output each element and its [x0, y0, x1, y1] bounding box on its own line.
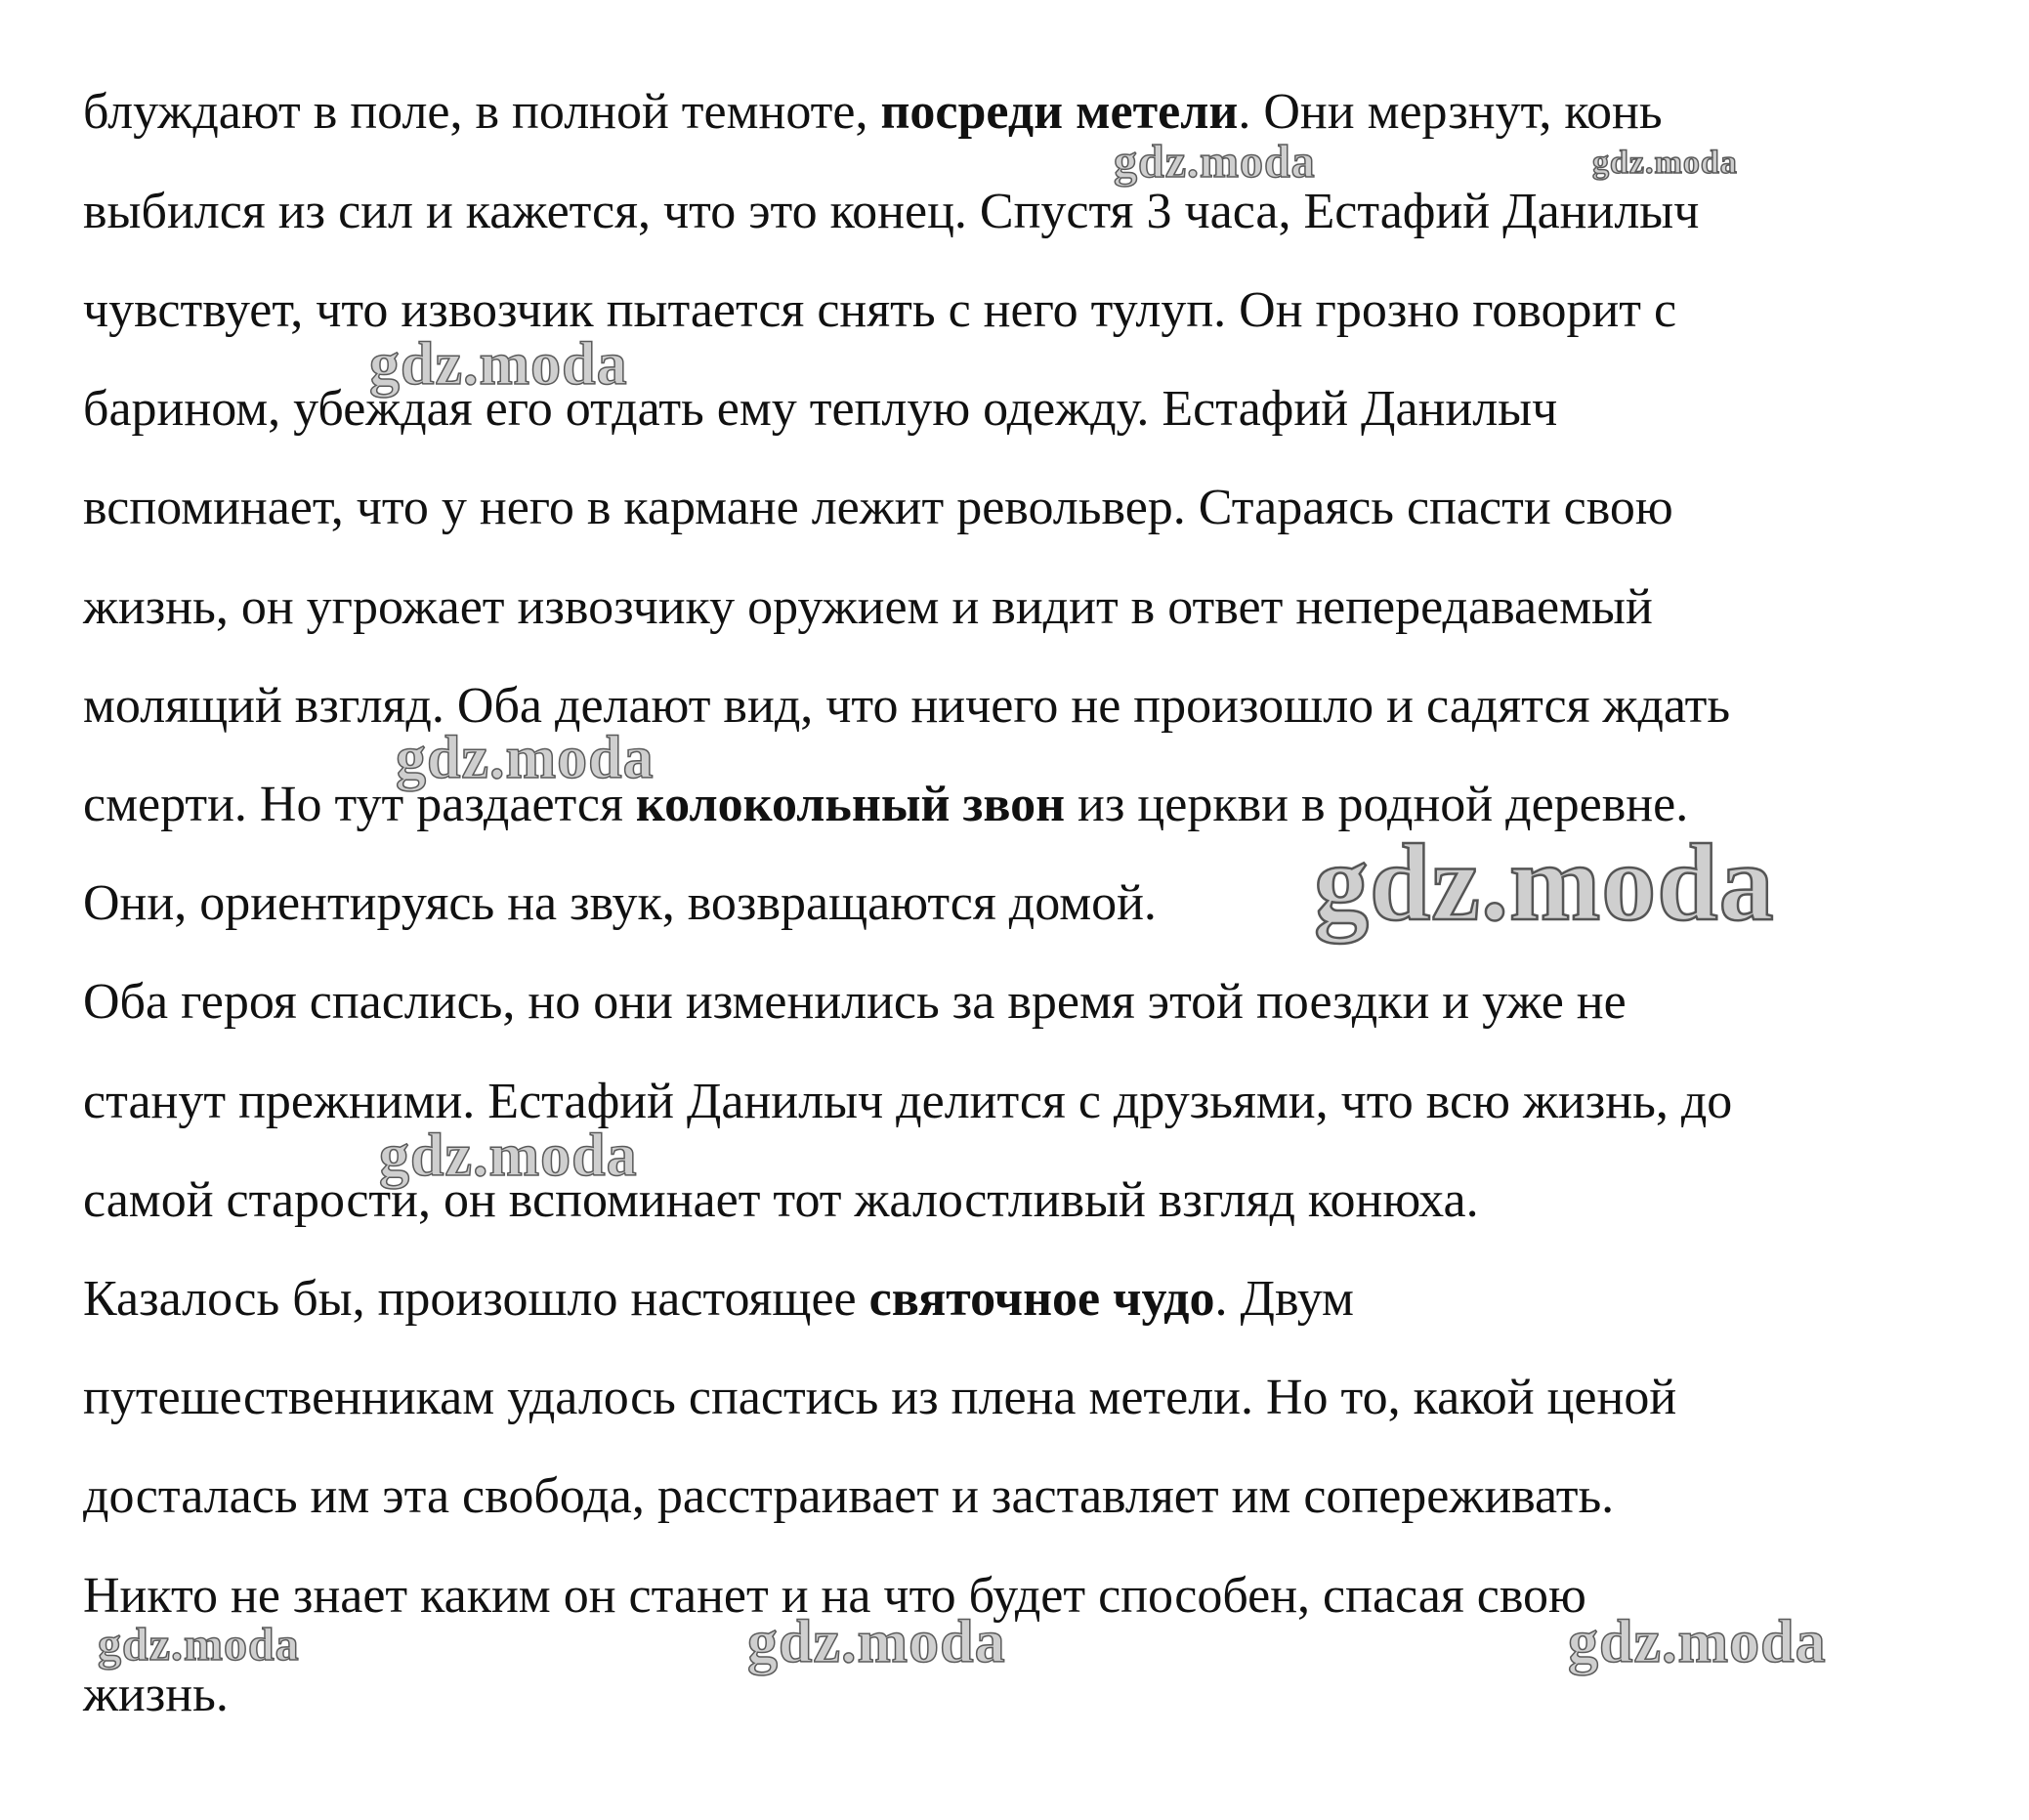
text-line: Никто не знает каким он станет и на что будет способен, спасая свою: [83, 1568, 1586, 1624]
text-line: досталась им эта свобода, расстраивает и заставляет им сопереживать.: [83, 1468, 1615, 1524]
watermark: gdz.moda: [379, 1122, 638, 1189]
watermark: gdz.moda: [1114, 136, 1316, 188]
watermark: gdz.moda: [369, 331, 628, 398]
watermark: gdz.moda: [747, 1609, 1006, 1675]
text-line: барином, убеждая его отдать ему теплую одежду. Естафий Данилыч: [83, 381, 1558, 437]
watermark: gdz.moda: [396, 725, 655, 791]
text-line: путешественникам удалось спастись из плена метели. Но то, какой ценой: [83, 1370, 1677, 1425]
text-line: смерти. Но тут раздается колокольный звон из церкви в родной деревне.: [83, 777, 1689, 832]
text-line: вспоминает, что у него в кармане лежит револьвер. Стараясь спасти свою: [83, 480, 1673, 535]
text-line: блуждают в поле, в полной темноте, посреди метели. Они мерзнут, конь: [83, 84, 1663, 140]
text-line: жизнь, он угрожает извозчику оружием и видит в ответ непередаваемый: [83, 579, 1653, 635]
watermark: gdz.moda: [98, 1619, 300, 1671]
text-line: Казалось бы, произошло настоящее святочное чудо. Двум: [83, 1271, 1354, 1327]
text-line: чувствует, что извозчик пытается снять с него тулуп. Он грозно говорит с: [83, 282, 1677, 338]
text-line: жизнь.: [83, 1667, 229, 1722]
text-line: самой старости, он вспоминает тот жалостливый взгляд конюха.: [83, 1172, 1479, 1228]
watermark: gdz.moda: [1314, 823, 1775, 944]
text-line: молящий взгляд. Оба делают вид, что ничего не произошло и садятся ждать: [83, 678, 1731, 734]
text-line: станут прежними. Естафий Данилыч делится с друзьями, что всю жизнь, до: [83, 1074, 1733, 1129]
watermark: gdz.moda: [1568, 1609, 1827, 1675]
text-line: Оба героя спаслись, но они изменились за время этой поездки и уже не: [83, 974, 1627, 1030]
watermark: gdz.moda: [1592, 145, 1738, 181]
text-line: выбился из сил и кажется, что это конец. Спустя 3 часа, Естафий Данилыч: [83, 184, 1700, 239]
text-line: Они, ориентируясь на звук, возвращаются домой.: [83, 875, 1157, 931]
